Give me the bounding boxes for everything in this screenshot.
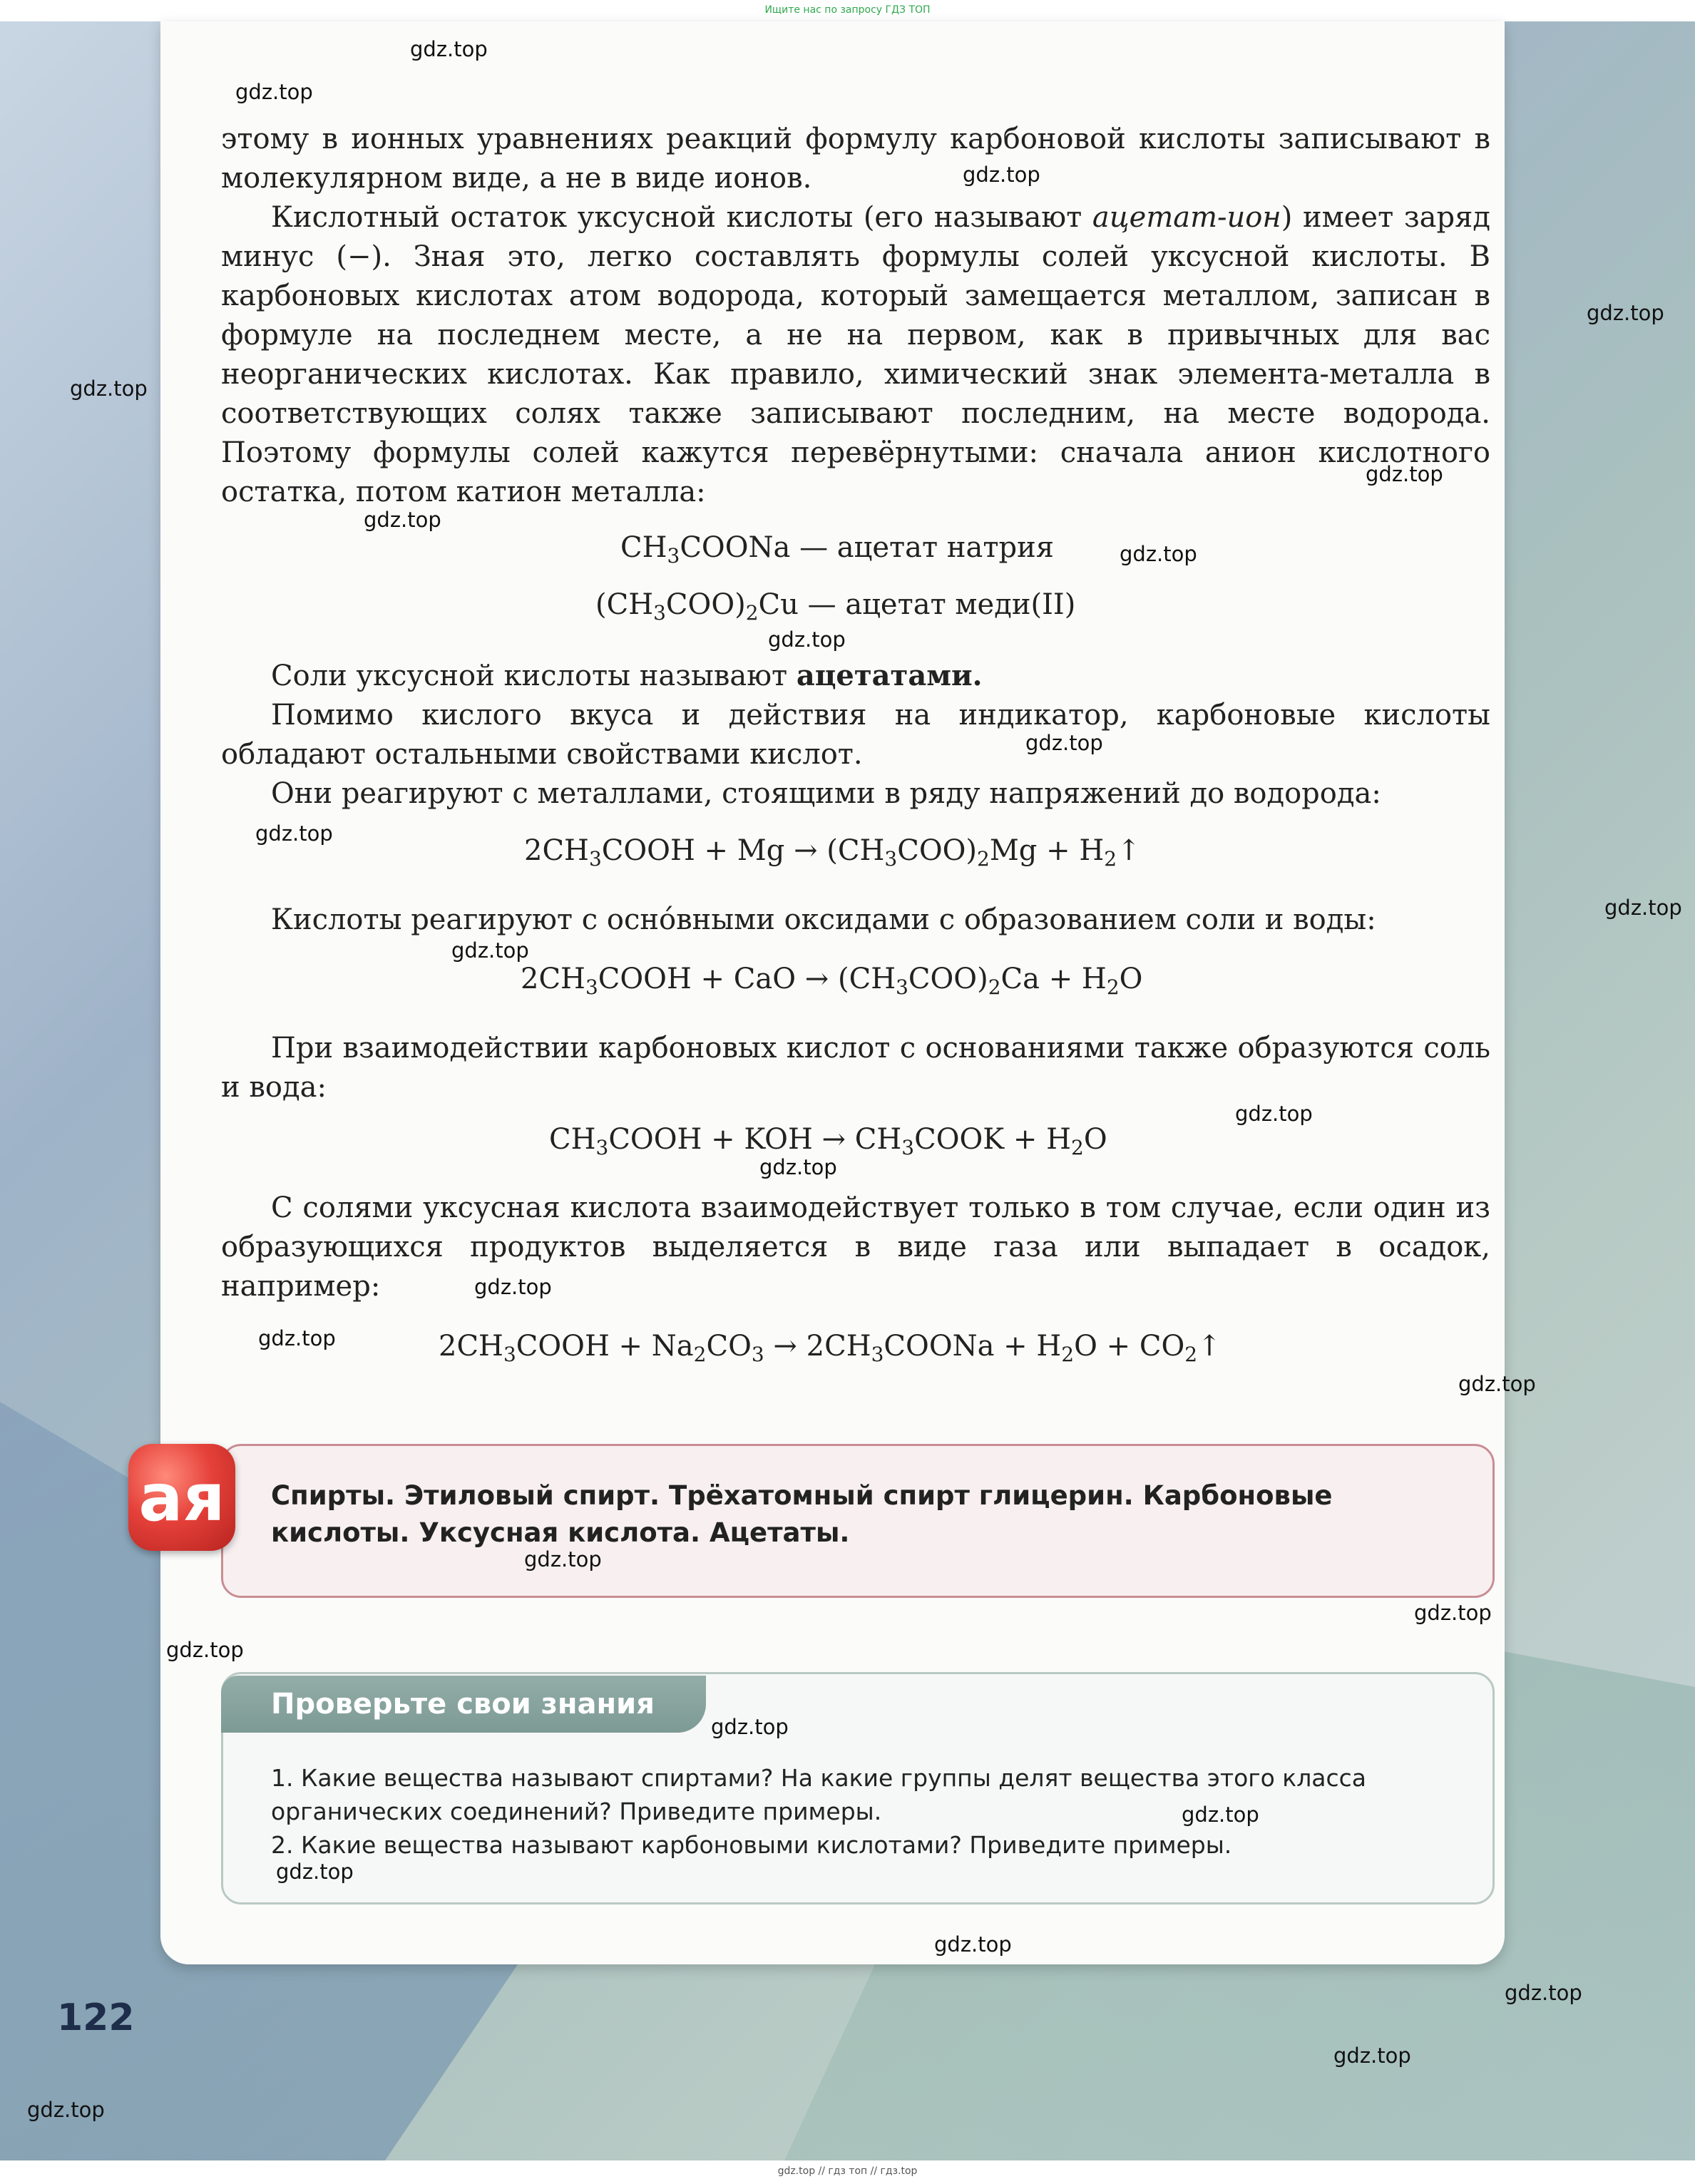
header-note: Ищите нас по запросу ГДЗ ТОП: [0, 0, 1695, 21]
paragraph-3: Соли уксусной кислоты называют ацетатами. Помимо кислого вкуса и действия на индикатор, карбоновые кислоты обладают остальными свойствами кислот. Они реагируют с металлами, стоящими в ряду напряжений до водорода:: [221, 656, 1490, 814]
paragraph-7: При взаимодействии карбоновых кислот с основаниями также образуются соль и вода:: [221, 1032, 1490, 1104]
watermark: gdz.top: [255, 821, 333, 846]
watermark: gdz.top: [474, 1275, 552, 1299]
summary-logo-icon: ая: [128, 1444, 235, 1551]
summary-text: Спирты. Этиловый спирт. Трёхатомный спирт глицерин. Карбоновые кислоты. Уксусная кислота. Ацетаты.: [271, 1480, 1333, 1548]
watermark: gdz.top: [276, 1860, 354, 1884]
question-list: [271, 1761, 1469, 1862]
term-acetates: ацетатами.: [796, 659, 983, 692]
watermark: gdz.top: [934, 1932, 1012, 1957]
watermark: gdz.top: [1333, 2044, 1411, 2068]
paragraph-5: Они реагируют с металлами, стоящими в ряду напряжений до водорода:: [271, 777, 1381, 810]
question-1: 1. Какие вещества называют спиртами? На какие группы делят вещества этого класса органических соединений? Приведите примеры.: [271, 1764, 1367, 1825]
check-knowledge-title: Проверьте свои знания: [221, 1676, 706, 1733]
watermark: gdz.top: [1120, 542, 1197, 566]
watermark: gdz.top: [1587, 301, 1664, 325]
equation-salt-reaction: $2CH_3COOH + Na_2CO_3$ → $2CH_3COONa + H_2O$ + $CO_2↑$: [439, 1330, 1222, 1366]
watermark: gdz.top: [1505, 1981, 1582, 2005]
watermark: gdz.top: [364, 508, 441, 532]
equation-metal-reaction: $2CH_3COOH + Mg \to (CH_3COO)_2Mg$ + $H_2↑$: [524, 834, 1141, 871]
watermark: gdz.top: [258, 1326, 336, 1350]
watermark: gdz.top: [1182, 1803, 1259, 1827]
watermark: gdz.top: [1366, 462, 1443, 486]
watermark: gdz.top: [1235, 1102, 1313, 1126]
paragraph-2: Кислотный остаток уксусной кислоты (его называют ацетат-ион) имеет заряд минус (−). Зная это, легко составлять формулы солей уксусной кислоты. В карбоновых кислотах атом водорода, который замещается металлом, записан в формуле на последнем месте, а не на первом, как в привычных для вас неорганических кислотах. Как правило, химический знак элемента-металла в соответствующих солях также записывают последним, на месте водорода. Поэтому формулы солей кажутся перевёрнутыми: сначала анион кислотного остатка, потом катион металла:: [221, 201, 1490, 508]
equation-base-reaction: $CH_3COOH$ + KOH → $CH_3COOK + H_2O$: [549, 1123, 1107, 1159]
equation-oxide-reaction: $2CH_3COOH$ + CaO → $(CH_3COO)_2Ca + H_2O$: [521, 963, 1143, 999]
footer-note: gdz.top // гдз топ // гдз.top: [0, 2160, 1695, 2184]
term-acetate-ion: ацетат-ион: [1092, 201, 1281, 234]
watermark: gdz.top: [70, 376, 148, 401]
watermark: gdz.top: [1025, 731, 1103, 755]
watermark: gdz.top: [235, 80, 313, 104]
watermark: gdz.top: [963, 163, 1040, 187]
paragraph-4: Помимо кислого вкуса и действия на индикатор, карбоновые кислоты обладают остальными свойствами кислот.: [221, 699, 1490, 771]
watermark: gdz.top: [451, 938, 529, 963]
watermark: gdz.top: [410, 37, 488, 61]
watermark: gdz.top: [759, 1155, 837, 1179]
paragraph-8: С солями уксусная кислота взаимодействует только в том случае, если один из образующихся продуктов выделяется в виде газа или выпадает в осадок, например:: [221, 1191, 1490, 1303]
watermark: gdz.top: [711, 1715, 789, 1739]
page-number: 122: [57, 1996, 135, 2039]
watermark: gdz.top: [1414, 1601, 1492, 1625]
watermark: gdz.top: [768, 627, 846, 652]
paragraph-1: этому в ионных уравнениях реакций формулу карбоновой кислоты записывают в молекулярном виде, а не в виде ионов. Кислотный остаток уксусной кислоты (его называют ацетат-ион) имеет заряд минус (−). Зная это, легко составлять формулы солей уксусной кислоты. В карбоновых кислотах атом водорода, который замещается металлом, записан в формуле на последнем месте, а не на первом, как в привычных для вас неорганических кислотах. Как правило, химический знак элемента-металла в соответствующих солях также записывают последним, на месте водорода. Поэтому формулы солей кажутся перевёрнутыми: сначала анион кислотного остатка, потом катион металла:: [221, 120, 1490, 512]
watermark: gdz.top: [27, 2098, 105, 2122]
watermark: gdz.top: [1458, 1372, 1536, 1396]
watermark: gdz.top: [524, 1547, 602, 1572]
watermark: gdz.top: [166, 1638, 244, 1662]
equation-copper-acetate: $(CH_3COO)_2Cu$ — ацетат меди(II): [595, 588, 1076, 625]
watermark: gdz.top: [1604, 896, 1682, 920]
paragraph-6: Кислоты реагируют с осно́вными оксидами с образованием соли и воды:: [271, 903, 1376, 936]
question-2: 2. Какие вещества называют карбоновыми кислотами? Приведите примеры.: [271, 1831, 1232, 1859]
equation-sodium-acetate: $CH_3COONa$ — ацетат натрия: [620, 531, 1055, 568]
